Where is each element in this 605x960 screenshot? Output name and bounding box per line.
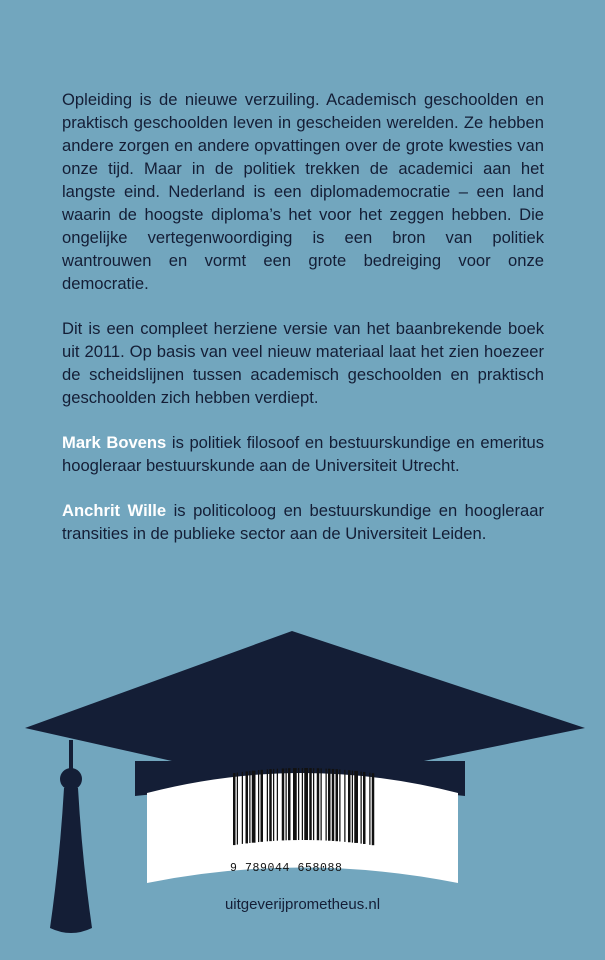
barcode-number: 9 789044 658088 (230, 862, 343, 875)
barcode-bar (339, 769, 340, 841)
barcode-bar (344, 770, 345, 842)
barcode-bar (293, 768, 297, 840)
blurb-paragraph-1: Opleiding is de nieuwe verzuiling. Academisch geschoolden en praktisch geschoolden leven in gescheiden werelden. Ze hebben andere zorgen en andere opvattingen over de grote kwesties van onze tijd. Maar in de politiek trekken de academici aan het langste eind. Nederland is een diplomademocratie – een land waarin de hoogste diploma’s het voor het zeggen hebben. Die ongelijke vertegenwoordiging is een bron van politiek wantrouwen en vormt een grote bedreiging voor onze democratie. (62, 90, 544, 293)
barcode-bar (348, 770, 351, 842)
barcode-bar (249, 771, 250, 843)
barcode-bar (304, 768, 308, 840)
barcode-bar (321, 768, 322, 840)
barcode-bar (252, 771, 256, 843)
barcode-bar (363, 772, 366, 844)
author-bio-1 (62, 431, 544, 477)
barcode-bar (317, 768, 320, 840)
barcode-bar (298, 768, 299, 840)
barcode-bar (313, 768, 314, 840)
author-bio-text-2: is politicoloog en bestuurskundige en hoogleraar transities in de publieke sector aan de Universiteit Leiden. (62, 501, 545, 543)
barcode-bar (267, 769, 268, 841)
author-name-2: Anchrit Wille (62, 501, 167, 520)
barcode-bar (261, 770, 264, 842)
barcode-bar (361, 772, 362, 844)
barcode-bar (288, 768, 291, 840)
barcode-bar (369, 773, 370, 845)
barcode-bar (309, 768, 312, 840)
barcode-bar (326, 769, 327, 841)
barcode-bar (269, 769, 272, 841)
barcode-bar (302, 768, 303, 840)
barcode-bar (246, 771, 249, 843)
barcode-bar (336, 769, 339, 841)
barcode-bar (372, 773, 375, 845)
barcode-bar (258, 770, 259, 842)
barcode-bar (332, 769, 335, 841)
barcode-bar (242, 772, 243, 844)
barcode-bar (286, 768, 287, 840)
author-name-1: Mark Bovens (62, 433, 167, 452)
barcode-bar (233, 773, 236, 845)
barcode-bar (277, 769, 278, 841)
tassel-knot (60, 768, 82, 790)
author-bio-2 (62, 499, 544, 545)
publisher-website: uitgeverijprometheus.nl (224, 896, 381, 913)
barcode-bar (354, 771, 358, 843)
barcode-bar (282, 768, 285, 840)
blurb-text (62, 88, 544, 567)
barcode-bar (273, 769, 274, 841)
barcode-bar (237, 773, 238, 845)
author-bio-text-1: is politiek filosoof en bestuurskundige en emeritus hoogleraar bestuurskunde aan de Universiteit Utrecht. (62, 433, 544, 475)
blurb-paragraph-2: Dit is een compleet herziene versie van het baanbrekende boek uit 2011. Op basis van veel nieuw materiaal laat het zien hoezeer de scheidslijnen tussen academisch geschoolden en praktisch geschoolden zich hebben verdiept. (62, 319, 544, 407)
barcode-bar (328, 769, 331, 841)
barcode-bar (352, 771, 353, 843)
